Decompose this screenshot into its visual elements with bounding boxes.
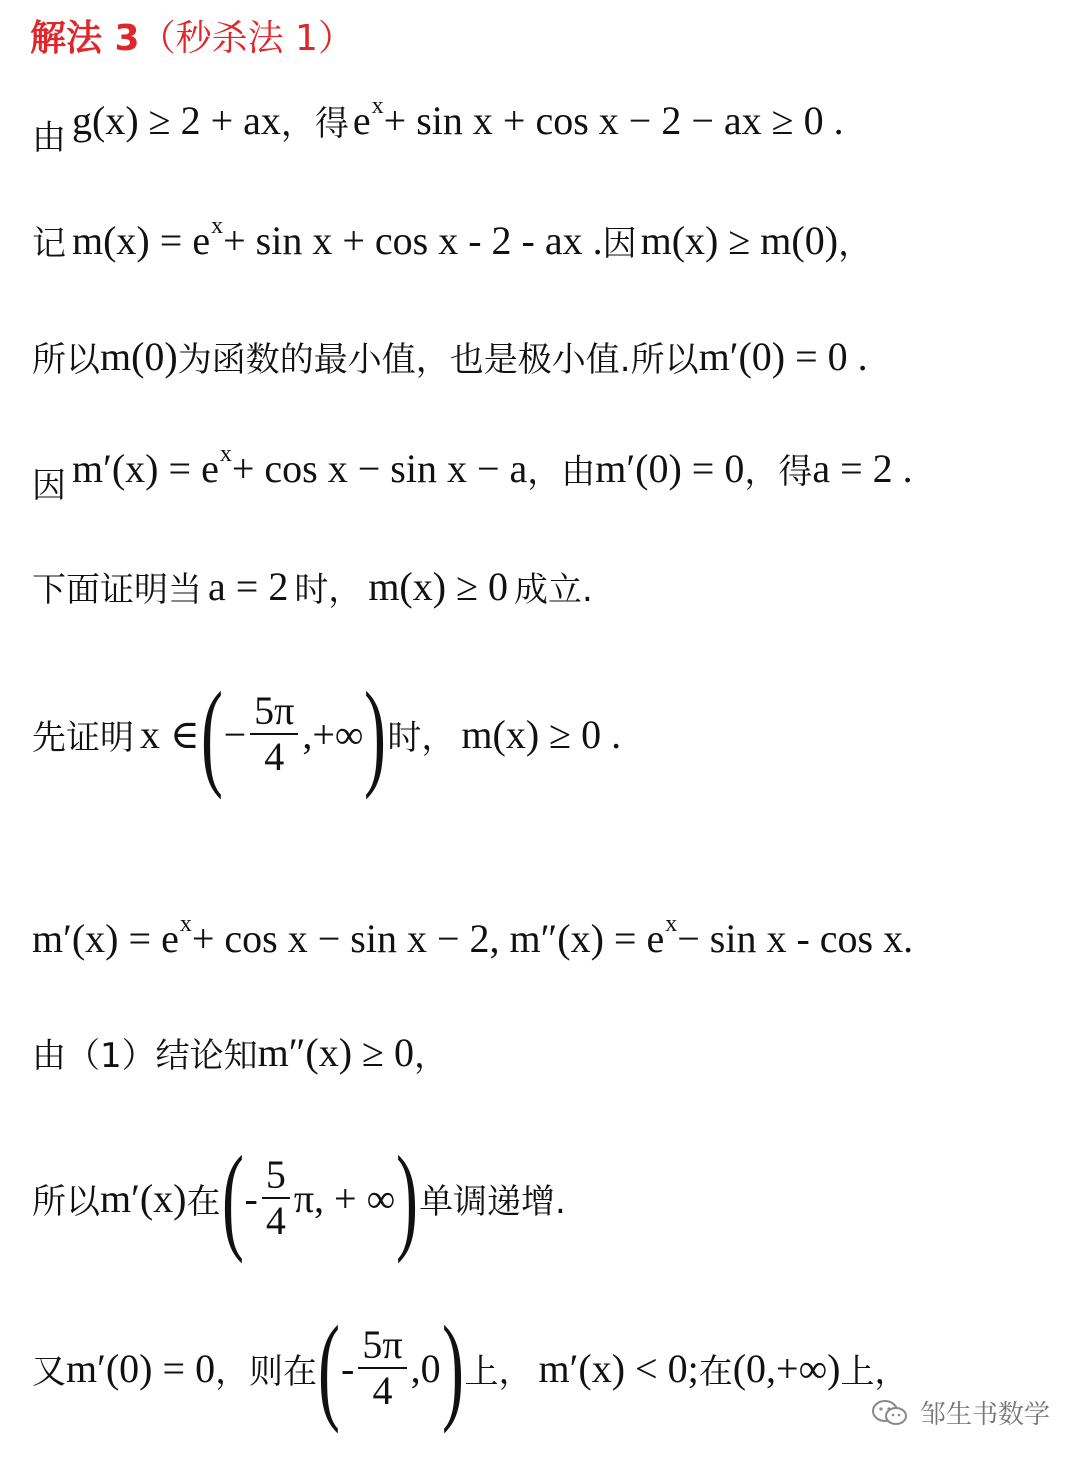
math: m′(0) = 0 . [698,333,868,379]
text: ，则在 [215,1351,318,1392]
text: 因 [32,465,66,506]
fraction [250,689,298,779]
text: 所以 [32,1181,100,1222]
math: m(x) = e [72,217,211,263]
superscript: x [211,212,224,239]
line-1 [32,80,844,160]
math: ,0 [410,1345,441,1391]
text: 在 [186,1181,221,1222]
text: 在 [698,1351,733,1392]
denominator: 4 [372,1368,393,1413]
math: - [341,1345,355,1391]
math: m(x) ≥ 0 [368,563,509,609]
text: 时， [387,717,456,758]
superscript: x [179,910,192,937]
line-8 [32,1012,448,1092]
right-paren: ) [364,667,387,800]
superscript: x [665,910,678,937]
left-paren: ( [221,1131,244,1264]
text: 为函数的最小值，也是极小值.所以 [177,339,699,380]
watermark [870,1394,1050,1431]
wechat-icon [870,1398,910,1428]
left-paren: ( [200,667,223,800]
fraction [262,1153,290,1243]
denominator: 4 [264,734,285,779]
text: 又 [32,1351,66,1392]
math: (0,+∞) [732,1345,841,1391]
superscript: x [371,92,384,119]
math: m(x) ≥ m(0) [640,217,839,263]
text: 上， [840,1351,909,1392]
numerator: 5π [358,1323,406,1369]
text: 先证明 [32,717,134,758]
text: 由（1）结论知 [32,1035,258,1076]
watermark-text: 邹生书数学 [919,1400,1050,1430]
line-5 [32,546,593,626]
numerator: 5π [250,689,298,735]
text: ， [414,1035,449,1076]
text: 成立. [514,569,593,610]
text: ，由 [527,451,596,492]
text: ，得 [744,451,813,492]
text: 因 [602,223,637,264]
text: ，得 [280,103,349,144]
math: m′(x) = e [72,445,219,491]
math: a = 2 . [812,445,913,491]
line-9 [32,1131,566,1264]
text: 所以 [32,339,100,380]
text: 下面证明当 [32,569,202,610]
text: 记 [32,223,66,264]
math: + sin x + cos x - 2 - ax . [223,217,603,263]
line-4 [32,428,913,508]
solution-title [30,10,354,61]
math: π, + ∞ [293,1175,396,1221]
math: m′(0) = 0 [595,445,745,491]
text: 由 [32,117,66,158]
math: m′(0) = 0 [66,1345,216,1391]
line-3 [32,316,868,396]
math: m′(x) < 0; [538,1345,699,1391]
math: e [352,97,371,143]
math: m(x) ≥ 0 . [461,711,622,757]
math: m(0) [100,333,178,379]
numerator: 5 [262,1153,290,1199]
math: m″(x) ≥ 0 [257,1029,415,1075]
math: - [244,1175,258,1221]
math: − sin x - cos x. [677,915,914,961]
text: 上， [464,1351,533,1392]
left-paren: ( [318,1301,341,1434]
title-note: （秒杀法 1） [139,18,354,59]
line-10 [32,1301,909,1434]
right-paren: ) [396,1131,419,1264]
math: m′(x) [100,1175,187,1221]
math: g(x) ≥ 2 + ax [72,97,281,143]
fraction [358,1323,406,1413]
math: − [223,711,247,757]
right-paren: ) [441,1301,464,1434]
line-2 [32,200,872,280]
text: 单调递增. [419,1181,566,1222]
math: + sin x + cos x − 2 − ax ≥ 0 . [383,97,844,143]
superscript: x [219,440,232,467]
math: + cos x − sin x − a [231,445,528,491]
title-main: 解法 3 [30,18,140,59]
math: a = 2 [208,563,289,609]
text: 时， [294,569,363,610]
math: ,+∞ [302,711,364,757]
denominator: 4 [265,1198,286,1243]
math: m′(x) = e [32,915,179,961]
line-6 [32,667,622,800]
math: x ∈ [140,711,200,757]
text: ， [838,223,873,264]
math: + cos x − sin x − 2, m″(x) = e [191,915,665,961]
line-7 [32,898,913,978]
